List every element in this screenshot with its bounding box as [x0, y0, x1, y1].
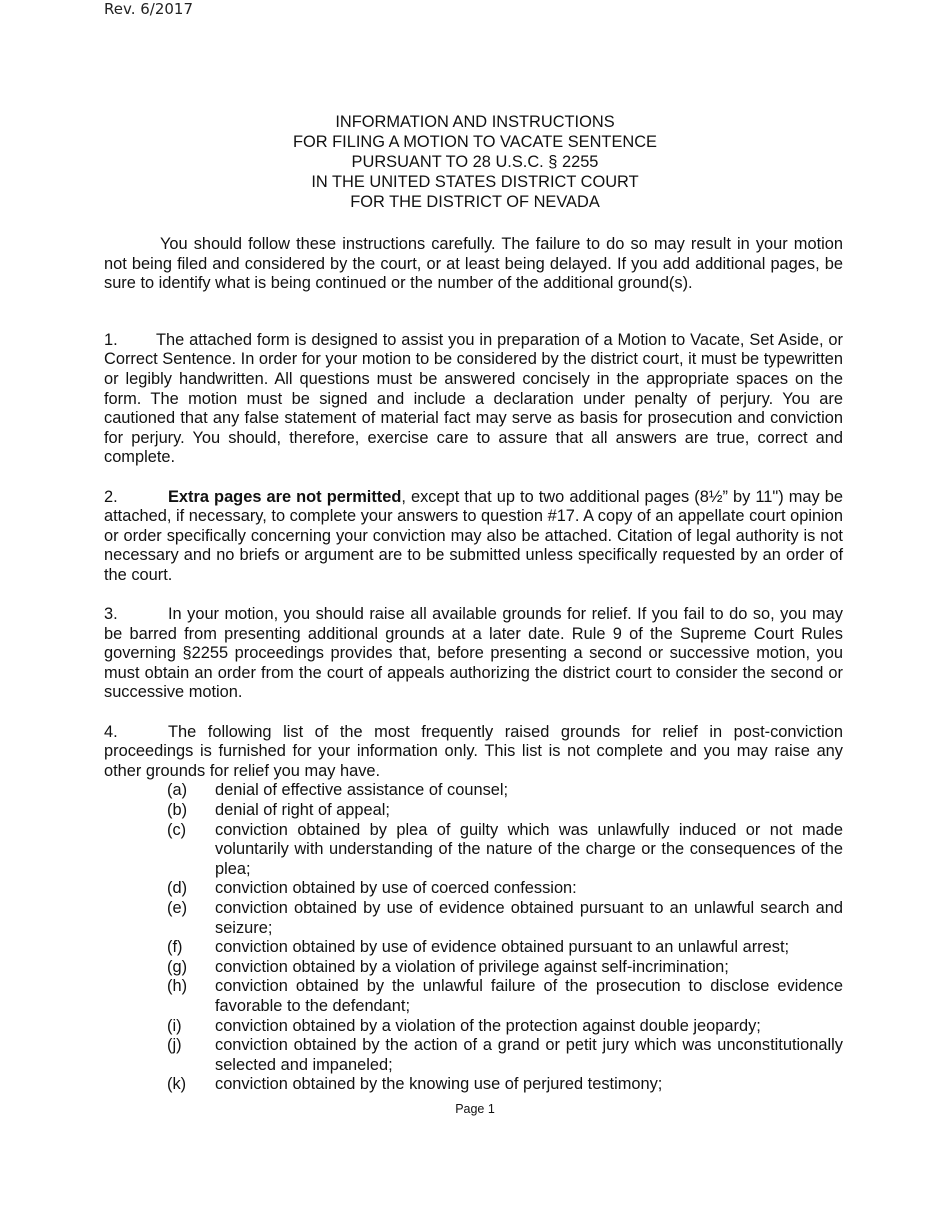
list-item-text: conviction obtained by use of evidence obtained pursuant to an unlawful arrest;	[215, 938, 790, 957]
list-item	[104, 1036, 843, 1075]
list-item	[104, 879, 843, 899]
revision-date: Rev. 6/2017	[104, 0, 193, 18]
item-text: The attached form is designed to assist you in preparation of a Motion to Vacate, Set Aside, or Correct Sentence. In order for your motion to be considered by the district court, it must be typewritten or legibly handwritten. All questions must be answered concisely in the appropriate spaces on the form. The motion must be signed and include a declaration under penalty of perjury. You are cautioned that any false statement of material fact may serve as basis for prosecution and conviction for perjury. You should, therefore, exercise care to assure that all answers are true, correct and complete.	[104, 330, 843, 467]
list-item-text: conviction obtained by a violation of the protection against double jeopardy;	[215, 1016, 761, 1035]
list-item-label: (h)	[167, 977, 188, 996]
list-item-label: (b)	[167, 801, 188, 820]
list-item-label: (d)	[167, 879, 188, 898]
instruction-3	[104, 605, 843, 703]
title-line: FOR FILING A MOTION TO VACATE SENTENCE	[293, 133, 657, 151]
list-item-label: (g)	[167, 957, 188, 976]
list-item	[104, 958, 843, 978]
document-title	[0, 112, 950, 212]
grounds-list	[104, 781, 843, 1095]
instruction-2	[104, 488, 843, 586]
list-item-text: denial of effective assistance of counsel;	[215, 781, 509, 800]
title-line: FOR THE DISTRICT OF NEVADA	[350, 193, 600, 211]
list-item	[104, 1017, 843, 1037]
list-item-label: (c)	[167, 820, 187, 839]
list-item-text: denial of right of appeal;	[215, 801, 390, 820]
list-item	[104, 781, 843, 801]
list-item	[104, 977, 843, 1016]
list-item-text: conviction obtained by the knowing use of perjured testimony;	[215, 1075, 663, 1094]
item-number: 1.	[104, 330, 118, 349]
intro-paragraph: You should follow these instructions carefully. The failure to do so may result in your motion not being filed and considered by the court, or at least being delayed. If you add additional pages, be sure to identify what is being continued or the number of the additional ground(s).	[104, 235, 843, 293]
list-item-text: conviction obtained by plea of guilty which was unlawfully induced or not made voluntarily with understanding of the nature of the charge or the consequences of the plea;	[215, 820, 843, 878]
list-item	[104, 801, 843, 821]
title-line: IN THE UNITED STATES DISTRICT COURT	[311, 173, 639, 191]
item-text: The following list of the most frequently raised grounds for relief in post-conviction proceedings is furnished for your information only. This list is not complete and you may raise any other grounds for relief you may have.	[104, 722, 843, 780]
title-line: INFORMATION AND INSTRUCTIONS	[335, 113, 615, 131]
list-item-text: conviction obtained by the unlawful failure of the prosecution to disclose evidence favorable to the defendant;	[215, 977, 843, 1015]
document-body	[104, 235, 843, 1095]
item-bold-text: Extra pages are not permitted	[168, 487, 402, 506]
item-number: 2.	[104, 487, 118, 506]
instruction-4	[104, 723, 843, 782]
item-text: In your motion, you should raise all available grounds for relief. If you fail to do so, you may be barred from presenting additional grounds at a later date. Rule 9 of the Supreme Court Rules governing §2255 proceedings provides that, before presenting a second or successive motion, you must obtain an order from the court of appeals authorizing the district court to consider the second or successive motion.	[104, 605, 843, 702]
list-item-label: (j)	[167, 1036, 182, 1055]
list-item-label: (i)	[167, 1016, 182, 1035]
list-item-text: conviction obtained by a violation of privilege against self-incrimination;	[215, 957, 729, 976]
list-item	[104, 821, 843, 880]
list-item-label: (k)	[167, 1075, 187, 1094]
instruction-1	[104, 331, 843, 468]
title-line: PURSUANT TO 28 U.S.C. § 2255	[351, 153, 599, 171]
item-number: 4.	[104, 722, 118, 741]
item-number: 3.	[104, 605, 118, 624]
list-item-label: (f)	[167, 938, 183, 957]
list-item-label: (a)	[167, 781, 188, 800]
list-item	[104, 899, 843, 938]
list-item	[104, 938, 843, 958]
page-number: Page 1	[455, 1102, 495, 1116]
item-text: , except that up to two additional pages (8½” by 11") may be attached, if necessary, to complete your answers to question #17. A copy of an appellate court opinion or order specifically concerning your conviction may also be attached. Citation of legal authority is not necessary and no briefs or argument are to be submitted unless specifically requested by an order of the court.	[104, 487, 843, 584]
list-item-label: (e)	[167, 899, 188, 917]
list-item-text: conviction obtained by the action of a grand or petit jury which was unconstitutionally selected and impaneled;	[215, 1036, 843, 1074]
list-item-text: conviction obtained by use of evidence obtained pursuant to an unlawful search and seizure;	[215, 899, 843, 937]
list-item-text: conviction obtained by use of coerced confession:	[215, 879, 577, 898]
list-item	[104, 1075, 843, 1095]
